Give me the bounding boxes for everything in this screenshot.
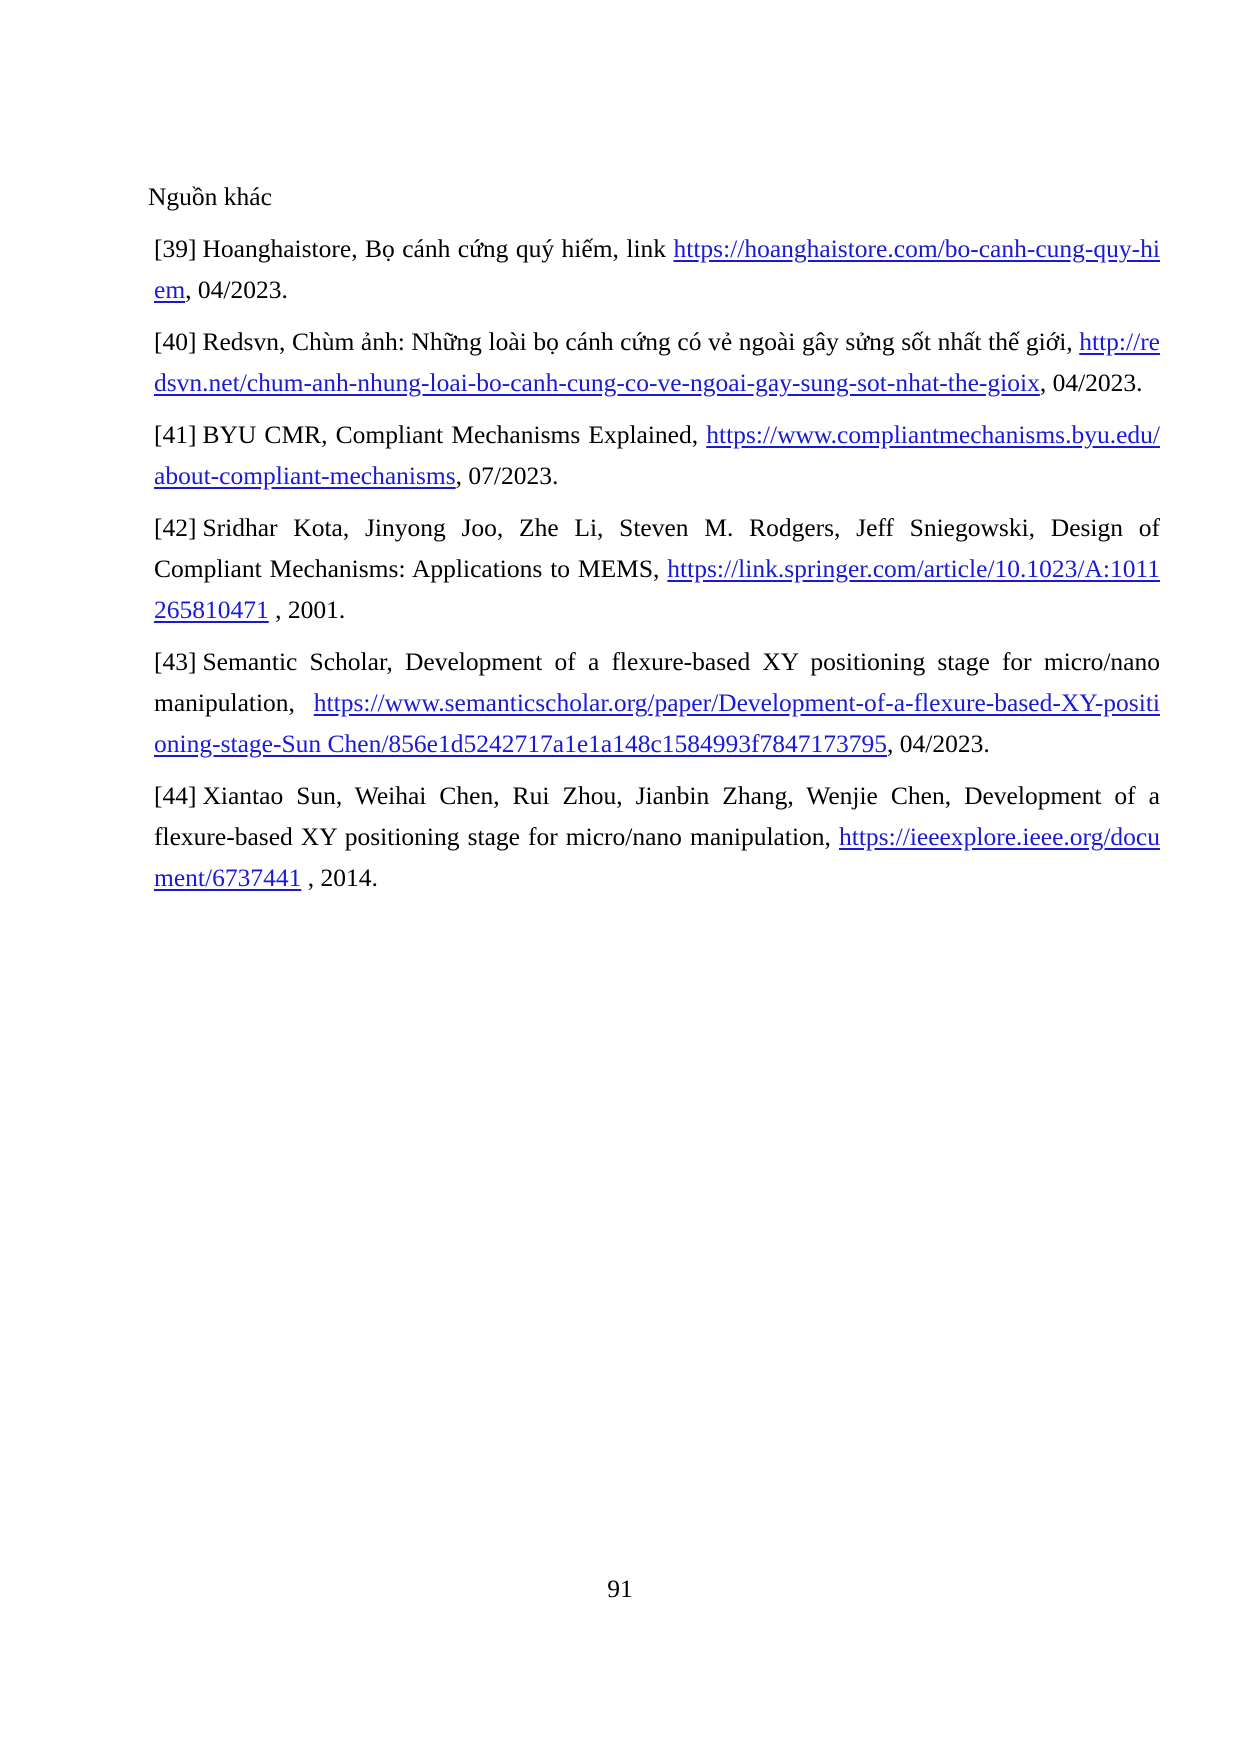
reference-text: Sridhar Kota, Jinyong Joo, Zhe Li, Steven M. Rodgers, Jeff Sniegowski, Design of Compliant Mechanisms: Applications to MEMS, [154,513,1160,583]
reference-suffix: , 04/2023. [185,275,288,304]
reference-41 [148,414,1160,496]
reference-number: [40] [154,327,197,356]
reference-suffix: , 2001. [268,595,346,624]
reference-link[interactable]: http://redsvn.net/chum-anh-nhung-loai-bo-canh-cung-co-ve-ngoai-gay-sung-sot-nhat-the-gioix [154,327,1160,397]
reference-text: Redsvn, Chùm ảnh: Những loài bọ cánh cứng có vẻ ngoài gây sửng sốt nhất thế giới, [202,327,1073,356]
references-section [148,176,1160,909]
reference-text: Xiantao Sun, Weihai Chen, Rui Zhou, Jianbin Zhang, Wenjie Chen, Development of a flexure-based XY positioning stage for micro/nano manipulation, [154,781,1160,851]
reference-link[interactable]: https://hoanghaistore.com/bo-canh-cung-quy-hiem [154,234,1160,304]
reference-link[interactable]: https://link.springer.com/article/10.1023/A:1011265810471 [154,554,1161,624]
section-heading: Nguồn khác [148,182,272,211]
reference-43 [148,641,1160,764]
reference-text: Hoanghaistore, Bọ cánh cứng quý hiếm, link [202,234,667,263]
reference-link[interactable]: https://ieeexplore.ieee.org/document/6737441 [154,822,1160,892]
reference-44 [148,775,1160,898]
reference-suffix: , 07/2023. [455,461,559,490]
reference-number: [43] [154,647,197,676]
reference-42 [148,507,1160,630]
reference-text: Semantic Scholar, Development of a flexure-based XY positioning stage for micro/nano manipulation, [154,647,1160,717]
reference-suffix: , 04/2023. [887,729,990,758]
reference-number: [39] [154,234,197,263]
reference-number: [44] [154,781,197,810]
reference-link[interactable]: https://www.semanticscholar.org/paper/Development-of-a-flexure-based-XY-positioning-stage-Sun Chen/856e1d5242717a1e1a148c1584993f7847173795 [154,688,1160,758]
reference-40 [148,321,1160,403]
reference-link[interactable]: https://www.compliantmechanisms.byu.edu/about-compliant-mechanisms [154,420,1160,490]
reference-suffix: , 2014. [301,863,378,892]
reference-text: BYU CMR, Compliant Mechanisms Explained, [202,420,699,449]
reference-number: [41] [154,420,197,449]
reference-number: [42] [154,513,197,542]
reference-suffix: , 04/2023. [1039,368,1143,397]
page-number: 91 [607,1574,633,1603]
reference-39 [148,228,1160,310]
